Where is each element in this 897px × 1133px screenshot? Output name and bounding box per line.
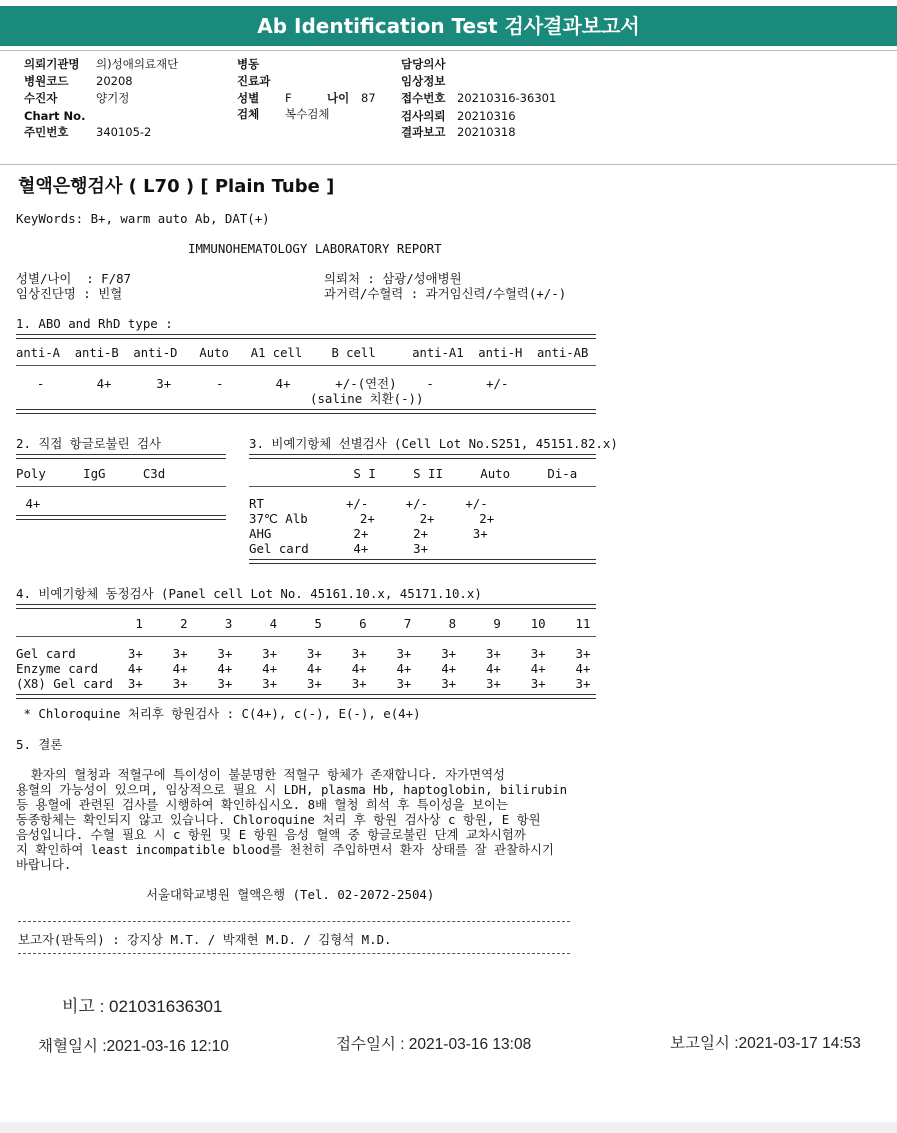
double-rule bbox=[16, 454, 226, 459]
info-value: 양기정 bbox=[96, 91, 130, 105]
info-label: 임상정보 bbox=[401, 74, 446, 88]
conclusion-line: 환자의 혈청과 적혈구에 특이성이 불분명한 적혈구 항체가 존재합니다. 자가면역성 bbox=[16, 767, 506, 782]
double-rule bbox=[16, 515, 226, 520]
conclusion-line: 등 용혈에 관련된 검사를 시행하여 확인하십시오. 8배 혈청 희석 후 특이성을 보이는 bbox=[16, 797, 508, 812]
info-label: 병원코드 bbox=[24, 74, 69, 88]
header-divider bbox=[0, 50, 897, 51]
screening-header: S I S II Auto Di-a bbox=[249, 466, 578, 481]
info-value: 20208 bbox=[96, 74, 133, 88]
info-value: 340105-2 bbox=[96, 125, 152, 139]
info-label: 결과보고 bbox=[401, 125, 446, 139]
conclusion-line: 용혈의 가능성이 있으며, 임상적으로 필요 시 LDH, plasma Hb, haptoglobin, bilirubin bbox=[16, 782, 568, 797]
info-divider bbox=[0, 164, 897, 165]
abo-header: anti-A anti-B anti-D Auto A1 cell B cell anti-A1 anti-H anti-AB bbox=[16, 346, 589, 360]
info-label: 진료과 bbox=[237, 74, 271, 88]
dashed-rule bbox=[18, 921, 570, 922]
remark: 비고 : 021031636301 bbox=[62, 997, 223, 1016]
screening-row: RT +/- +/- +/- bbox=[249, 496, 488, 511]
info-column-3 bbox=[401, 57, 556, 139]
info-column-2 bbox=[237, 57, 376, 121]
single-rule bbox=[16, 486, 226, 487]
info-column-1 bbox=[24, 57, 178, 139]
panel-row: Enzyme card 4+ 4+ 4+ 4+ 4+ 4+ 4+ 4+ 4+ 4+ 4+ bbox=[16, 661, 591, 676]
info-label: 수진자 bbox=[24, 91, 58, 105]
double-rule bbox=[16, 334, 596, 339]
info-label: 접수번호 bbox=[401, 91, 446, 105]
info-value: 20210316-36301 bbox=[457, 91, 557, 105]
keywords: KeyWords: B+, warm auto Ab, DAT(+) bbox=[16, 211, 270, 226]
dashed-rule bbox=[18, 953, 570, 954]
info-label: 의뢰기관명 bbox=[24, 57, 80, 71]
conclusion-title: 5. 결론 bbox=[16, 737, 63, 752]
abo-values: - 4+ 3+ - 4+ +/-(연전) - +/- bbox=[22, 376, 509, 391]
double-rule bbox=[16, 604, 596, 609]
info-label: 병동 bbox=[237, 57, 260, 71]
diagnosis: 임상진단명 : 빈혈 bbox=[16, 286, 123, 301]
conclusion-line: 음성입니다. 수혈 필요 시 c 항원 및 E 항원 음성 혈액 중 항글로불린 단계 교차시험까 bbox=[16, 827, 526, 842]
double-rule bbox=[16, 409, 596, 414]
conclusion-line: 지 확인하여 least incompatible blood를 천천히 주입하면서 환자 상태를 잘 관찰하시기 bbox=[16, 842, 554, 857]
abo-note: (saline 치환(-)) bbox=[310, 391, 424, 406]
panel-row: (X8) Gel card 3+ 3+ 3+ 3+ 3+ 3+ 3+ 3+ 3+ 3+ 3+ bbox=[16, 676, 591, 691]
double-rule bbox=[249, 454, 596, 459]
received-datetime: 접수일시 : 2021-03-16 13:08 bbox=[336, 1036, 532, 1053]
institution: 서울대학교병원 혈액은행 (Tel. 02-2072-2504) bbox=[146, 887, 435, 902]
info-value: 20210318 bbox=[457, 125, 516, 139]
double-rule bbox=[249, 559, 596, 564]
info-value: F bbox=[285, 91, 292, 105]
info-label: 검사의뢰 bbox=[401, 109, 446, 123]
panel-row: Gel card 3+ 3+ 3+ 3+ 3+ 3+ 3+ 3+ 3+ 3+ 3+ bbox=[16, 646, 591, 661]
abo-title: 1. ABO and RhD type : bbox=[16, 316, 173, 331]
reporters: 보고자(판독의) : 강지상 M.T. / 박재현 M.D. / 김형석 M.D. bbox=[18, 932, 392, 947]
single-rule bbox=[16, 636, 596, 637]
referrer: 의뢰처 : 삼광/성애병원 bbox=[324, 271, 462, 286]
collected-datetime: 채혈일시 :2021-03-16 12:10 bbox=[38, 1038, 229, 1055]
conclusion-line: 바랍니다. bbox=[16, 857, 72, 872]
transfusion-history: 과거력/수혈력 : 과거임신력/수혈력(+/-) bbox=[324, 286, 567, 301]
age-value: 87 bbox=[361, 91, 376, 105]
panel-title: 4. 비예기항체 동정검사 (Panel cell Lot No. 45161.10.x, 45171.10.x) bbox=[16, 586, 482, 601]
test-title: 혈액은행검사 ( L70 ) [ Plain Tube ] bbox=[18, 176, 335, 197]
info-label: Chart No. bbox=[24, 109, 86, 123]
screening-row: Gel card 4+ 3+ bbox=[249, 541, 429, 556]
screening-title: 3. 비예기항체 선별검사 (Cell Lot No.S251, 45151.82.x) bbox=[249, 436, 618, 451]
conclusion-line: 동종항체는 확인되지 않고 있습니다. Chloroquine 처리 후 항원 검사상 c 항원, E 항원 bbox=[16, 812, 541, 827]
screening-row: AHG 2+ 2+ 3+ bbox=[249, 526, 488, 541]
info-value: 복수검체 bbox=[285, 107, 330, 121]
dat-header: Poly IgG C3d bbox=[16, 466, 166, 481]
panel-header: 1 2 3 4 5 6 7 8 9 10 11 bbox=[16, 616, 591, 631]
single-rule bbox=[249, 486, 596, 487]
double-rule bbox=[16, 694, 596, 699]
single-rule bbox=[16, 365, 596, 366]
reported-datetime: 보고일시 :2021-03-17 14:53 bbox=[670, 1035, 861, 1052]
age-label: 나이 bbox=[327, 91, 350, 105]
screening-row: 37℃ Alb 2+ 2+ 2+ bbox=[249, 511, 495, 526]
info-label: 주민번호 bbox=[24, 125, 69, 139]
info-label: 성별 bbox=[237, 91, 260, 105]
dat-title: 2. 직접 항글로불린 검사 bbox=[16, 436, 162, 451]
sex-age: 성별/나이 : F/87 bbox=[16, 271, 132, 286]
info-value: 의)성애의료재단 bbox=[96, 57, 179, 71]
info-label: 검체 bbox=[237, 107, 260, 121]
lab-report-title: IMMUNOHEMATOLOGY LABORATORY REPORT bbox=[188, 241, 442, 256]
info-label: 담당의사 bbox=[401, 57, 446, 71]
report-title: Ab Identification Test 검사결과보고서 bbox=[0, 6, 897, 46]
chloroquine-note: * Chloroquine 처리후 항원검사 : C(4+), c(-), E(-), e(4+) bbox=[16, 706, 421, 721]
info-value: 20210316 bbox=[457, 109, 516, 123]
dat-value: 4+ bbox=[18, 496, 41, 511]
